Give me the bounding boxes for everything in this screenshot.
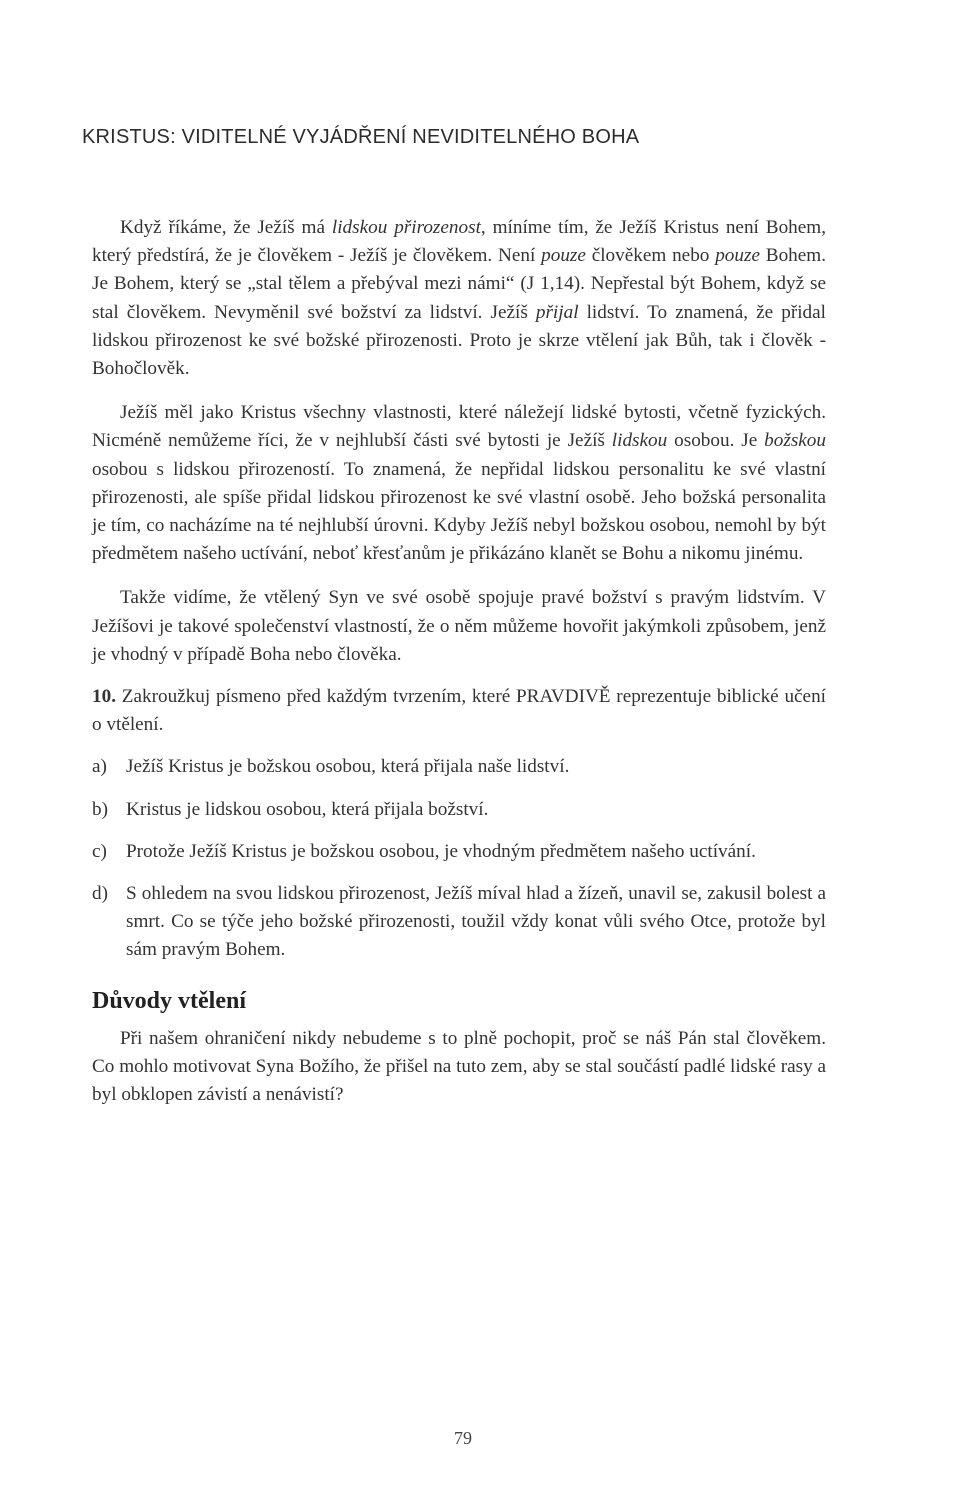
question-number: 10. [92,686,116,708]
option-text: S ohledem na svou lidskou přirozenost, Ježíš míval hlad a žízeň, unavil se, zakusil bolest a smrt. Co se týče jeho božské přirozenosti, toužil vždy konat vůli svého Otce, protože byl sám pravým Bohem. [126,883,826,961]
emphasis: lidskou [611,430,668,452]
text-run: , míníme tím, že Ježíš Kristus není Bohem, který předstírá, že je člověkem - Ježíš je člověkem. Není [92,217,826,267]
text-run: lidství. To znamená, že přidal lidskou přirozenost ke své božské přirozenosti. Proto je skrze vtělení jak Bůh, tak i člověk - Bohočlověk. [92,301,826,380]
text-run: Ježíš měl jako Kristus všechny vlastnosti, které náležejí lidské bytosti, včetně fyzických. Nicméně nemůžeme říci, že v nejhlubší části své bytosti je Ježíš [92,402,826,452]
text-run: osobou s lidskou přirozeností. To znamená, že nepřidal lidskou personalitu ke své vlastní přirozenosti, ale spíše přidal lidskou přirozenost ke své vlastní osobě. Jeho božská personalita je tím, co nacházíme na té nejhlubší úrovni. Kdyby Ježíš nebyl božskou osobou, nemohl by být předmětem našeho uctívání, neboť křesťanům je přikázáno klanět se Bohu a nikomu jinému. [92,458,826,565]
answer-option[interactable] [92,880,826,965]
emphasis: božskou [764,430,826,452]
paragraph-divine-person [92,399,826,568]
option-text: Ježíš Kristus je božskou osobou, která přijala naše lidství. [126,756,570,778]
section-paragraph: Při našem ohraničení nikdy nebudeme s to plně pochopit, proč se náš Pán stal člověkem. Co mohlo motivovat Syna Božího, že přišel na tuto zem, aby se stal součástí padlé lidské rasy a byl obklopen závistí a nenávistí? [92,1027,826,1106]
text-run: osobou. Je [667,430,765,452]
question-10 [92,683,826,739]
text-run: člověkem nebo [585,245,716,267]
emphasis: přijal [535,301,579,323]
paragraph-incarnation [92,214,826,383]
text-run: Bohem. Je Bohem, který se „stal tělem a přebýval mezi námi“ (J 1,14). Nepřestal být Bohem, když se stal člověkem. Nevyměnil své božství za lidství. Ježíš [92,245,827,323]
emphasis: lidskou přirozenost [331,217,481,238]
answer-option[interactable] [92,753,826,781]
text-run: Když říkáme, že Ježíš má [120,217,332,238]
section-title: Důvody vtělení [92,987,247,1014]
option-letter[interactable]: d) [92,883,108,905]
question-text: Zakroužkuj písmeno před každým tvrzením, které PRAVDIVĚ reprezentuje biblické učení o vtělení. [92,686,826,736]
option-letter[interactable]: c) [92,840,107,862]
option-text: Protože Ježíš Kristus je božskou osobou, je vhodným předmětem našeho uctívání. [126,840,756,862]
answer-options [92,753,826,964]
emphasis: pouze [541,245,586,267]
answer-option[interactable] [92,838,826,866]
option-text: Kristus je lidskou osobou, která přijala božství. [126,798,489,820]
paragraph-union: Takže vidíme, že vtělený Syn ve své osobě spojuje pravé božství s pravým lidstvím. V Ježíšovi je takové společenství vlastností, že o něm můžeme hovořit jakýmkoli způsobem, jenž je vhodný v případě Boha nebo člověka. [92,587,826,665]
emphasis: pouze [715,245,760,267]
option-letter[interactable]: b) [92,798,108,820]
page-body [92,214,826,1109]
answer-option[interactable] [92,796,826,824]
page-number: 79 [454,1428,472,1448]
chapter-header: KRISTUS: VIDITELNÉ VYJÁDŘENÍ NEVIDITELNÉHO BOHA [82,126,640,148]
option-letter[interactable]: a) [92,756,107,778]
